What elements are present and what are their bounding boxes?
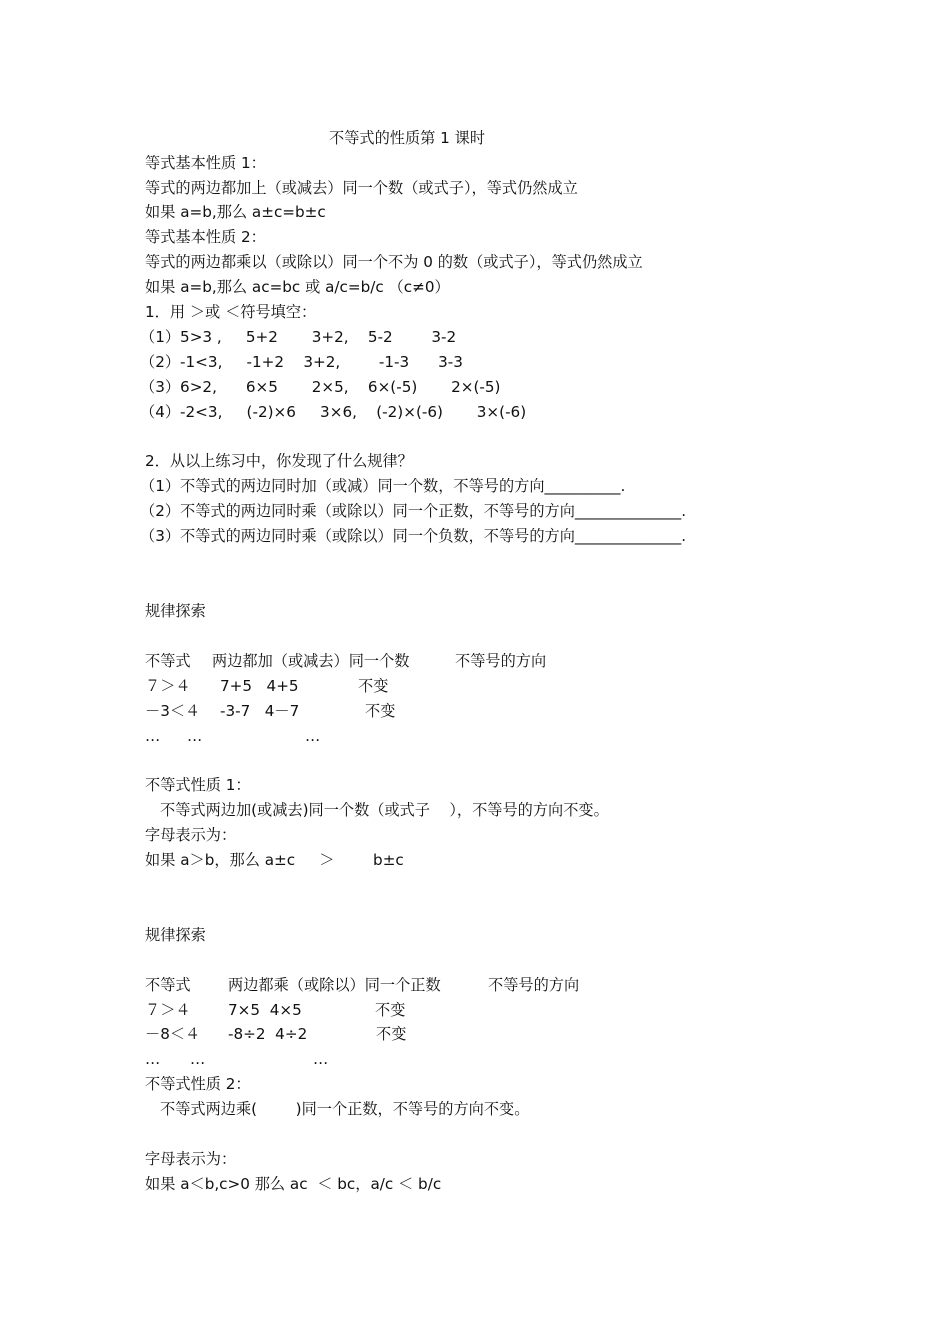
q2-item: （2）不等式的两边同时乘（或除以）同一个正数，不等号的方向______________.	[140, 502, 687, 520]
explore2-cell: 不变	[376, 1025, 407, 1043]
explore2-cell: ７＞４	[145, 1001, 191, 1019]
prop2-text: 不等式两边乘( )同一个正数，不等号的方向不变。	[160, 1100, 530, 1118]
eq-prop2-formula: 如果 a=b,那么 ac=bc 或 a/c=b/c （c≠0）	[145, 278, 450, 296]
explore1-header-cell: 两边都加（或减去）同一个数	[212, 652, 410, 670]
explore2-cell: …	[145, 1050, 161, 1068]
explore2-cell: …	[313, 1050, 329, 1068]
page-title: 不等式的性质第 1 课时	[329, 129, 486, 147]
q1-prompt: 1．用 ＞或 ＜符号填空：	[145, 303, 317, 321]
explore2-header-cell: 不等式	[145, 976, 191, 994]
explore1-heading: 规律探索	[145, 602, 206, 620]
prop1-letter-heading: 字母表示为：	[145, 826, 237, 844]
prop2-formula: 如果 a＜b,c>0 那么 ac ＜ bc，a/c ＜ b/c	[145, 1175, 442, 1193]
prop1-formula: 如果 a＞b，那么 a±c ＞ b±c	[145, 851, 404, 869]
explore1-cell: 不变	[365, 702, 396, 720]
q2-item: （3）不等式的两边同时乘（或除以）同一个负数，不等号的方向______________.	[140, 527, 687, 545]
explore2-cell: -8÷2 4÷2	[228, 1025, 308, 1043]
eq-prop1-heading: 等式基本性质 1：	[145, 154, 266, 172]
q2-prompt: 2．从以上练习中，你发现了什么规律？	[145, 452, 413, 470]
prop2-letter-heading: 字母表示为：	[145, 1150, 237, 1168]
q2-item: （1）不等式的两边同时加（或减）同一个数，不等号的方向__________.	[140, 477, 626, 495]
explore2-cell: －8＜４	[145, 1025, 201, 1043]
explore1-header-cell: 不等号的方向	[455, 652, 547, 670]
explore1-cell: …	[305, 727, 321, 745]
explore1-cell: 7+5 4+5	[220, 677, 299, 695]
explore1-cell: 不变	[358, 677, 389, 695]
prop1-heading: 不等式性质 1：	[145, 776, 251, 794]
explore2-header-cell: 两边都乘（或除以）同一个正数	[228, 976, 441, 994]
eq-prop1-formula: 如果 a=b,那么 a±c=b±c	[145, 203, 326, 221]
explore1-header-cell: 不等式	[145, 652, 191, 670]
q1-item: （4）-2<3, (-2)×6 3×6, (-2)×(-6) 3×(-6)	[140, 403, 527, 421]
explore2-header-cell: 不等号的方向	[488, 976, 580, 994]
explore1-cell: ７＞４	[145, 677, 191, 695]
explore2-cell: …	[190, 1050, 206, 1068]
explore2-heading: 规律探索	[145, 926, 206, 944]
q1-item: （3）6>2, 6×5 2×5, 6×(-5) 2×(-5)	[140, 378, 501, 396]
prop2-heading: 不等式性质 2：	[145, 1075, 251, 1093]
explore2-cell: 不变	[375, 1001, 406, 1019]
eq-prop1-text: 等式的两边都加上（或减去）同一个数（或式子），等式仍然成立	[145, 179, 578, 197]
eq-prop2-text: 等式的两边都乘以（或除以）同一个不为 0 的数（或式子），等式仍然成立	[145, 253, 643, 271]
q1-item: （2）-1<3, -1+2 3+2, -1-3 3-3	[140, 353, 463, 371]
explore1-cell: －3＜４	[145, 702, 201, 720]
explore1-cell: …	[145, 727, 161, 745]
eq-prop2-heading: 等式基本性质 2：	[145, 228, 266, 246]
prop1-text: 不等式两边加(或减去)同一个数（或式子 ），不等号的方向不变。	[160, 801, 609, 819]
q1-item: （1）5>3 , 5+2 3+2, 5-2 3-2	[140, 328, 457, 346]
explore2-cell: 7×5 4×5	[228, 1001, 302, 1019]
explore1-cell: …	[187, 727, 203, 745]
explore1-cell: -3-7 4－7	[220, 702, 300, 720]
